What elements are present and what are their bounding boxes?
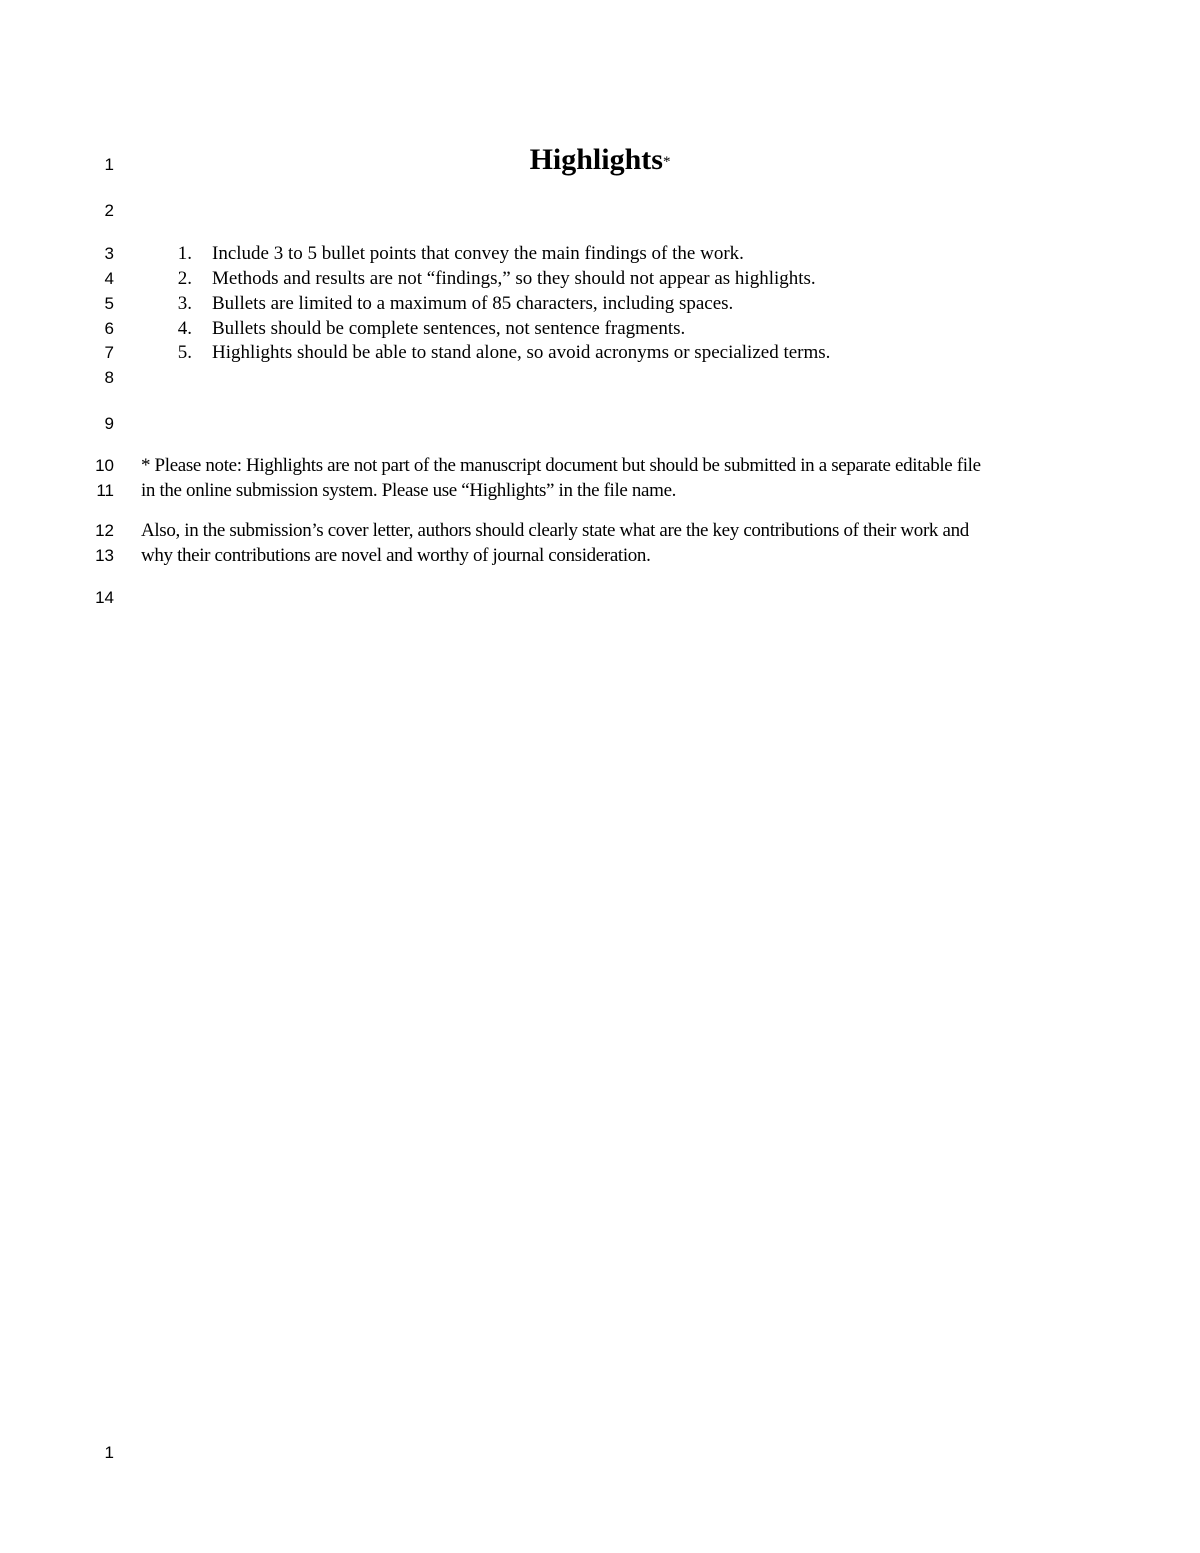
line-number-7: 7 bbox=[104, 343, 114, 362]
cover-letter-line-2: why their contributions are novel and worthy of journal consideration. bbox=[141, 545, 651, 566]
line-number-12: 12 bbox=[95, 521, 114, 540]
line-number-5: 5 bbox=[104, 294, 114, 313]
note-line-2: in the online submission system. Please use “Highlights” in the file name. bbox=[141, 480, 677, 501]
page-title bbox=[0, 140, 1200, 180]
line-number-1: 1 bbox=[104, 155, 114, 174]
list-item bbox=[160, 292, 734, 316]
line-number-4: 4 bbox=[104, 269, 114, 288]
list-item bbox=[160, 317, 686, 341]
list-item-text: Include 3 to 5 bullet points that convey the main findings of the work. bbox=[212, 243, 744, 264]
line-number-6: 6 bbox=[104, 319, 114, 338]
title-footnote-mark: * bbox=[662, 154, 671, 170]
list-item-number: 4. bbox=[177, 318, 192, 339]
cover-letter-line-1: Also, in the submission’s cover letter, authors should clearly state what are the key contributions of their work and bbox=[141, 520, 969, 541]
list-item-text: Bullets are limited to a maximum of 85 characters, including spaces. bbox=[212, 293, 734, 314]
line-number-9: 9 bbox=[104, 414, 114, 433]
list-item-number: 1. bbox=[177, 243, 192, 264]
line-number-8: 8 bbox=[104, 368, 114, 387]
line-number-11: 11 bbox=[96, 481, 114, 500]
line-number-13: 13 bbox=[95, 546, 114, 565]
list-item-number: 5. bbox=[177, 342, 192, 363]
list-item bbox=[160, 267, 816, 291]
line-number-3: 3 bbox=[104, 244, 114, 263]
list-item bbox=[160, 242, 744, 266]
line-number-14: 14 bbox=[95, 588, 114, 607]
line-number-10: 10 bbox=[95, 456, 114, 475]
list-item-text: Methods and results are not “findings,” so they should not appear as highlights. bbox=[212, 268, 816, 289]
list-item-text: Highlights should be able to stand alone, so avoid acronyms or specialized terms. bbox=[212, 342, 831, 363]
page-number: 1 bbox=[104, 1443, 114, 1462]
line-number-2: 2 bbox=[104, 201, 114, 220]
list-item bbox=[160, 341, 831, 365]
note-line-1: * Please note: Highlights are not part of the manuscript document but should be submitted in a separate editable file bbox=[141, 455, 981, 476]
list-item-number: 2. bbox=[177, 268, 192, 289]
list-item-number: 3. bbox=[177, 293, 192, 314]
title-text: Highlights bbox=[529, 143, 663, 176]
list-item-text: Bullets should be complete sentences, not sentence fragments. bbox=[212, 318, 686, 339]
